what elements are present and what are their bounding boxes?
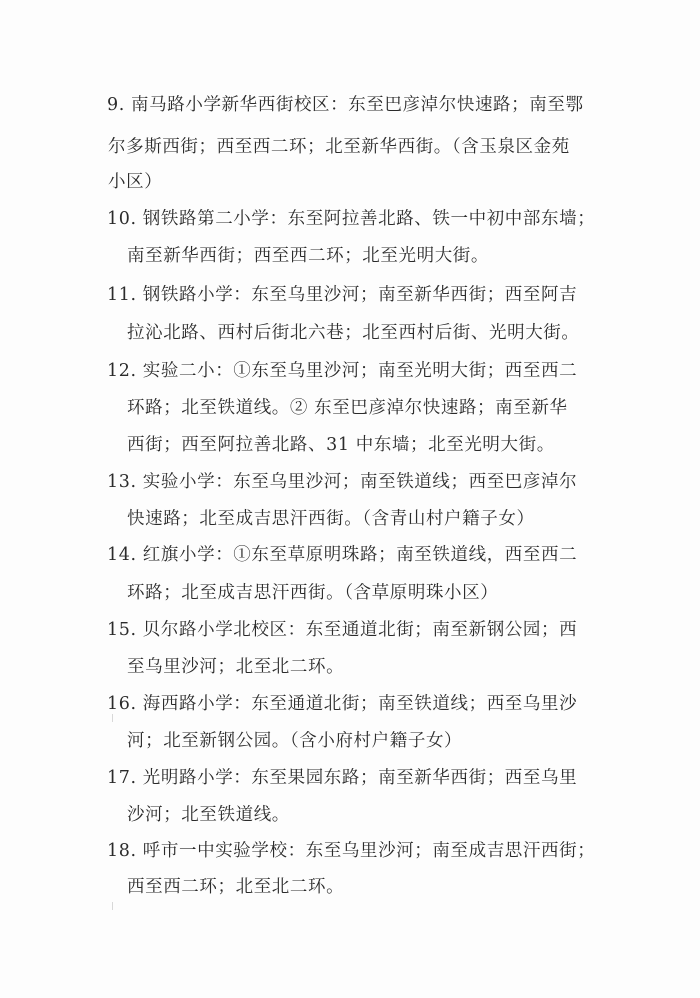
item-12-line-3: 西街；西至阿拉善北路、31 中东墙；北至光明大街。 — [127, 435, 555, 455]
item-18-line-2: 西至西二环；北至北二环。 — [127, 877, 345, 897]
item-13-line-1: 13. 实验小学：东至乌里沙河；南至铁道线；西至巴彦淖尔 — [107, 472, 578, 492]
item-17-line-1: 17. 光明路小学：东至果园东路；南至新华西街；西至乌里 — [107, 768, 578, 788]
item-11-line-1: 11. 钢铁路小学：东至乌里沙河；南至新华西街；西至阿吉 — [107, 285, 578, 305]
item-9-line-3: 小区） — [108, 172, 163, 192]
item-17-line-2: 沙河；北至铁道线。 — [127, 805, 290, 825]
item-16-line-1: 16. 海西路小学：东至通道北街；南至铁道线；西至乌里沙 — [107, 694, 578, 714]
item-15-line-1: 15. 贝尔路小学北校区：东至通道北街；南至新钢公园；西 — [107, 620, 578, 640]
item-11-line-2: 拉沁北路、西村后街北六巷；北至西村后街、光明大街。 — [127, 323, 580, 343]
item-9-line-2: 尔多斯西街；西至西二环；北至新华西街。（含玉泉区金苑 — [108, 137, 570, 157]
item-13-line-2: 快速路；北至成吉思汗西街。（含青山村户籍子女） — [127, 509, 535, 529]
scan-speck — [112, 902, 113, 910]
item-10-line-2: 南至新华西街；西至西二环；北至光明大街。 — [127, 246, 489, 266]
item-14-line-2: 环路；北至成吉思汗西街。（含草原明珠小区） — [127, 583, 499, 603]
scan-speck — [112, 714, 113, 722]
item-12-line-1: 12. 实验二小：①东至乌里沙河；南至光明大街；西至西二 — [107, 361, 578, 381]
item-16-line-2: 河；北至新钢公园。（含小府村户籍子女） — [127, 731, 463, 751]
item-15-line-2: 至乌里沙河；北至北二环。 — [127, 657, 345, 677]
item-9-line-1: 9. 南马路小学新华西街校区：东至巴彦淖尔快速路；南至鄂 — [107, 95, 584, 115]
item-12-line-2: 环路；北至铁道线。② 东至巴彦淖尔快速路；南至新华 — [127, 398, 568, 418]
item-10-line-1: 10. 钢铁路第二小学：东至阿拉善北路、铁一中初中部东墙； — [107, 209, 596, 229]
item-18-line-1: 18. 呼市一中实验学校：东至乌里沙河；南至成吉思汗西街； — [107, 841, 596, 861]
item-14-line-1: 14. 红旗小学：①东至草原明珠路；南至铁道线，西至西二 — [107, 545, 578, 565]
